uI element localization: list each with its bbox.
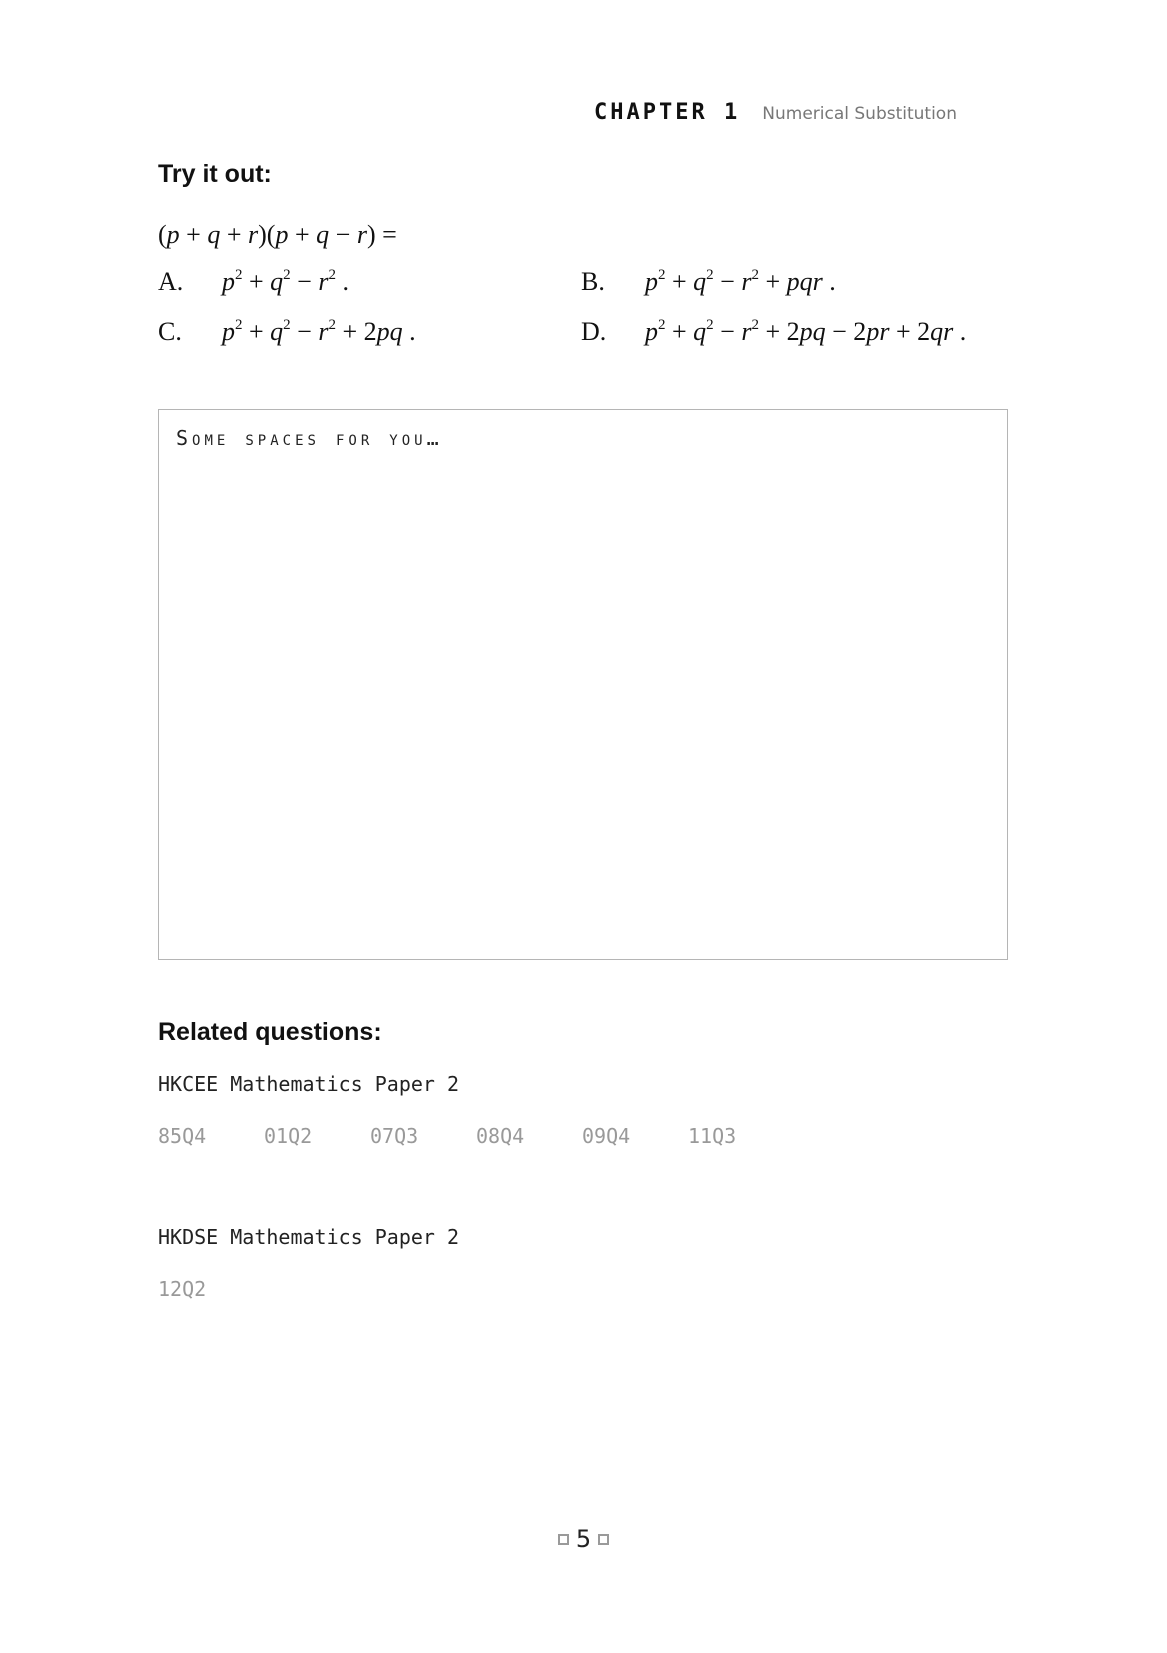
hkdse-paper-title: HKDSE Mathematics Paper 2 — [158, 1225, 460, 1249]
chapter-topic: Numerical Substitution — [762, 104, 957, 124]
related-questions-heading: Related questions: — [158, 1018, 382, 1046]
question-code[interactable]: 12Q2 — [158, 1277, 207, 1301]
option-letter: D. — [581, 317, 607, 346]
option-letter: C. — [158, 317, 182, 346]
option-a[interactable] — [158, 267, 349, 297]
question-code[interactable]: 07Q3 — [370, 1124, 419, 1148]
hkdse-question-codes — [158, 1277, 264, 1301]
option-expression: $p^2 + q^2 - r^2 + 2pq - 2pr + 2qr$ . — [645, 317, 967, 346]
option-d[interactable] — [581, 317, 966, 347]
try-it-out-heading: Try it out: — [158, 160, 272, 188]
hkcee-question-codes — [158, 1124, 794, 1148]
question-code[interactable]: 85Q4 — [158, 1124, 207, 1148]
page-number-text: 5 — [575, 1525, 592, 1553]
question-code[interactable]: 01Q2 — [264, 1124, 313, 1148]
question-expression: (p + q + r)(p + q − r) = — [158, 220, 397, 249]
question-code[interactable]: 08Q4 — [476, 1124, 525, 1148]
question-code[interactable]: 09Q4 — [582, 1124, 631, 1148]
question-code[interactable]: 11Q3 — [688, 1124, 737, 1148]
hkcee-paper-title: HKCEE Mathematics Paper 2 — [158, 1072, 460, 1096]
page-marker-left-icon — [558, 1534, 569, 1545]
working-space-box[interactable] — [158, 409, 1008, 960]
option-letter: B. — [581, 267, 605, 296]
option-letter: A. — [158, 267, 184, 296]
option-expression: $p^2 + q^2 - r^2$ . — [222, 267, 349, 296]
page-number — [0, 1525, 1167, 1553]
working-space-label: Some spaces for you… — [176, 426, 443, 450]
option-b[interactable] — [581, 267, 836, 297]
page-header — [594, 100, 957, 125]
option-expression: $p^2 + q^2 - r^2$ + pqr . — [645, 267, 836, 296]
chapter-label: CHAPTER 1 — [594, 100, 741, 125]
option-c[interactable] — [158, 317, 416, 347]
page-marker-right-icon — [598, 1534, 609, 1545]
option-expression: $p^2 + q^2 - r^2 + 2pq$ . — [222, 317, 416, 346]
